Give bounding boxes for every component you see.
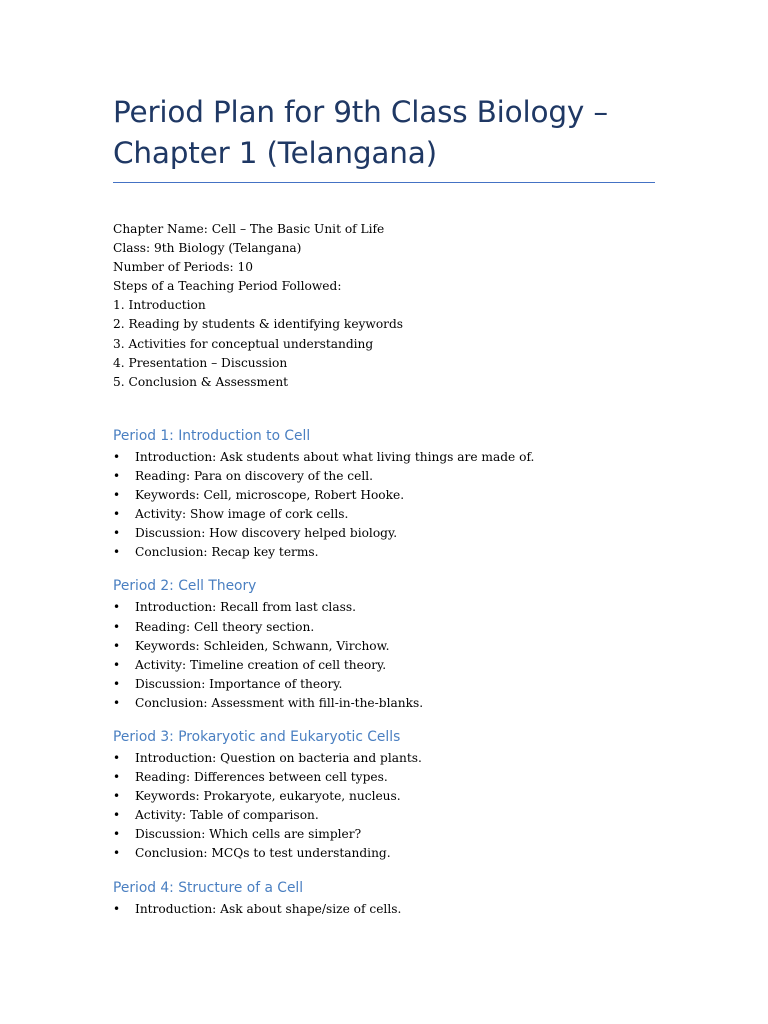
bullet-icon: • xyxy=(113,526,121,541)
step-item: 4. Presentation – Discussion xyxy=(113,355,288,370)
page-title xyxy=(113,92,655,183)
period-2-section xyxy=(113,577,655,713)
list-item: • Keywords: Cell, microscope, Robert Hooke. xyxy=(113,486,655,505)
steps-heading: Steps of a Teaching Period Followed: xyxy=(113,279,342,294)
chapter-info xyxy=(113,220,655,392)
period-2-heading: Period 2: Cell Theory xyxy=(113,578,257,595)
bullet-icon: • xyxy=(113,789,121,804)
list-item: • Introduction: Recall from last class. xyxy=(113,598,655,617)
document-page xyxy=(113,92,655,919)
bullet-icon: • xyxy=(113,488,121,503)
list-item: • Discussion: Which cells are simpler? xyxy=(113,825,655,844)
list-item: • Introduction: Ask about shape/size of cells. xyxy=(113,900,655,919)
list-item: • Discussion: Importance of theory. xyxy=(113,675,655,694)
bullet-icon: • xyxy=(113,638,121,653)
period-1-list xyxy=(113,448,655,563)
bullet-icon: • xyxy=(113,619,121,634)
list-item: • Reading: Cell theory section. xyxy=(113,618,655,637)
list-item: • Conclusion: Assessment with fill-in-the-blanks. xyxy=(113,694,655,713)
list-item: • Activity: Show image of cork cells. xyxy=(113,505,655,524)
bullet-icon: • xyxy=(113,449,121,464)
list-item: • Activity: Timeline creation of cell theory. xyxy=(113,656,655,675)
period-1-heading: Period 1: Introduction to Cell xyxy=(113,427,311,444)
period-1-section xyxy=(113,427,655,563)
list-item: • Activity: Table of comparison. xyxy=(113,806,655,825)
period-3-list xyxy=(113,749,655,864)
number-of-periods: Number of Periods: 10 xyxy=(113,260,253,275)
title-line-2: Chapter 1 (Telangana) xyxy=(113,136,437,170)
period-2-list xyxy=(113,598,655,713)
step-item: 5. Conclusion & Assessment xyxy=(113,374,289,389)
list-item: • Reading: Para on discovery of the cell. xyxy=(113,467,655,486)
list-item: • Conclusion: Recap key terms. xyxy=(113,543,655,562)
list-item: • Discussion: How discovery helped biology. xyxy=(113,524,655,543)
period-4-heading: Period 4: Structure of a Cell xyxy=(113,879,304,896)
period-4-list xyxy=(113,900,655,919)
list-item: • Reading: Differences between cell types. xyxy=(113,768,655,787)
bullet-icon: • xyxy=(113,827,121,842)
bullet-icon: • xyxy=(113,600,121,615)
chapter-name: Chapter Name: Cell – The Basic Unit of Life xyxy=(113,222,385,236)
period-3-section xyxy=(113,728,655,864)
bullet-icon: • xyxy=(113,846,121,861)
bullet-icon: • xyxy=(113,901,121,916)
bullet-icon: • xyxy=(113,695,121,710)
period-4-section xyxy=(113,879,655,919)
list-item: • Keywords: Prokaryote, eukaryote, nucleus. xyxy=(113,787,655,806)
bullet-icon: • xyxy=(113,770,121,785)
list-item: • Conclusion: MCQs to test understanding. xyxy=(113,844,655,863)
step-item: 3. Activities for conceptual understanding xyxy=(113,336,374,351)
bullet-icon: • xyxy=(113,468,121,483)
list-item: • Introduction: Ask students about what living things are made of. xyxy=(113,448,655,467)
bullet-icon: • xyxy=(113,545,121,560)
bullet-icon: • xyxy=(113,657,121,672)
bullet-icon: • xyxy=(113,507,121,522)
class-info: Class: 9th Biology (Telangana) xyxy=(113,241,302,256)
bullet-icon: • xyxy=(113,808,121,823)
period-3-heading: Period 3: Prokaryotic and Eukaryotic Cells xyxy=(113,728,401,745)
bullet-icon: • xyxy=(113,750,121,765)
step-item: 1. Introduction xyxy=(113,298,206,313)
title-line-1: Period Plan for 9th Class Biology – xyxy=(113,95,608,129)
step-item: 2. Reading by students & identifying keywords xyxy=(113,317,404,332)
list-item: • Introduction: Question on bacteria and plants. xyxy=(113,749,655,768)
list-item: • Keywords: Schleiden, Schwann, Virchow. xyxy=(113,637,655,656)
bullet-icon: • xyxy=(113,676,121,691)
